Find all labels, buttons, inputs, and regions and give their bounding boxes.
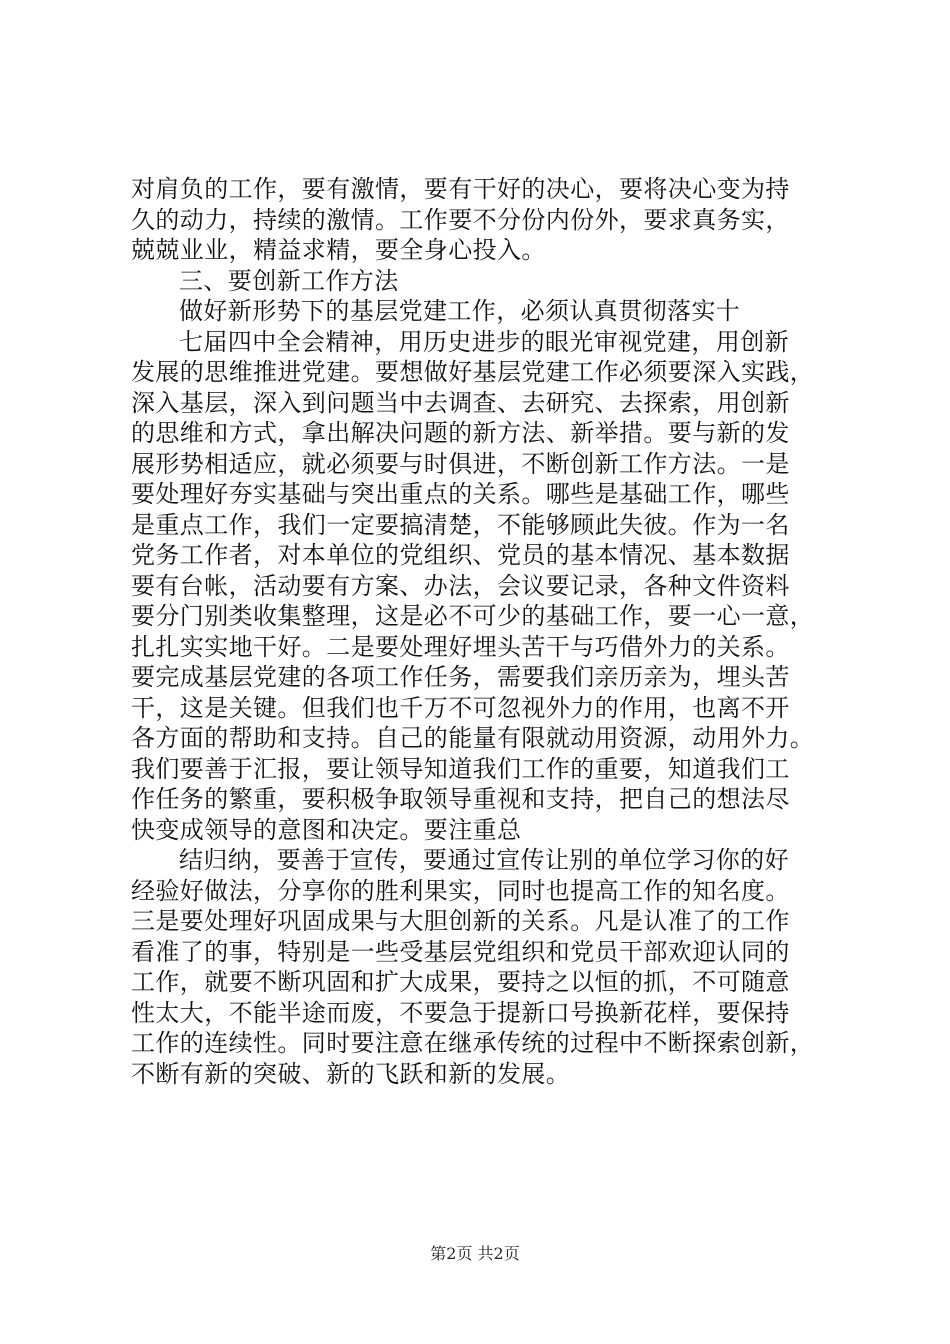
text-line: 三、要创新工作方法 [179,266,399,295]
text-line: 深入基层，深入到问题当中去调查、去研究、去探索，用创新 [131,388,790,417]
text-line: 做好新形势下的基层党建工作，必须认真贯彻落实十 [179,297,741,325]
text-line: 各方面的帮助和支持。自己的能量有限就动用资源，动用外力。 [131,724,815,752]
text-line: 党务工作者，对本单位的党组织、党员的基本情况、基本数据 [131,541,790,569]
text-line: 经验好做法，分享你的胜利果实，同时也提高工作的知名度。 [131,876,790,905]
text-line: 要分门别类收集整理，这是必不可少的基础工作，要一心一意， [131,602,815,630]
text-line: 要完成基层党建的各项工作任务，需要我们亲历亲为，埋头苦 [131,663,790,691]
text-line: 三是要处理好巩固成果与大胆创新的关系。凡是认准了的工作 [131,907,790,935]
text-line: 是重点工作，我们一定要搞清楚，不能够顾此失彼。作为一名 [131,510,790,539]
text-line: 要有台帐，活动要有方案、办法，会议要记录，各种文件资料 [131,571,790,600]
text-line: 性太大，不能半途而废，不要急于提新口号换新花样，要保持 [131,998,790,1027]
text-line: 发展的思维推进党建。要想做好基层党建工作必须要深入实践， [131,358,815,386]
text-line: 兢兢业业，精益求精，要全身心投入。 [131,236,546,264]
text-line: 结归纳，要善于宣传，要通过宣传让别的单位学习你的好 [179,846,789,874]
text-line: 对肩负的工作，要有激情，要有干好的决心，要将决心变为持 [131,175,790,203]
text-line: 作任务的繁重，要积极争取领导重视和支持，把自己的想法尽 [131,785,790,813]
text-line: 看准了的事，特别是一些受基层党组织和党员干部欢迎认同的 [131,937,790,966]
text-line: 不断有新的突破、新的飞跃和新的发展。 [131,1059,571,1088]
text-line: 展形势相适应，就必须要与时俱进，不断创新工作方法。一是 [131,449,790,478]
page-footer: 第2页 共2页 [430,1244,520,1263]
text-line: 我们要善于汇报，要让领导知道我们工作的重要，知道我们工 [131,754,790,783]
text-line: 七届四中全会精神，用历史进步的眼光审视党建，用创新 [179,327,789,356]
text-line: 干，这是关键。但我们也千万不可忽视外力的作用，也离不开 [131,693,790,722]
text-line: 快变成领导的意图和决定。要注重总 [131,815,522,844]
text-line: 的思维和方式，拿出解决问题的新方法、新举措。要与新的发 [131,419,790,447]
text-line: 工作，就要不断巩固和扩大成果，要持之以恒的抓，不可随意 [131,968,790,996]
text-line: 久的动力，持续的激情。工作要不分份内份外，要求真务实， [131,205,790,234]
body-text [131,174,831,1089]
text-line: 扎扎实实地干好。二是要处理好埋头苦干与巧借外力的关系。 [131,632,790,661]
text-line: 要处理好夯实基础与突出重点的关系。哪些是基础工作，哪些 [131,480,790,508]
text-line: 工作的连续性。同时要注意在继承传统的过程中不断探索创新， [131,1029,815,1057]
